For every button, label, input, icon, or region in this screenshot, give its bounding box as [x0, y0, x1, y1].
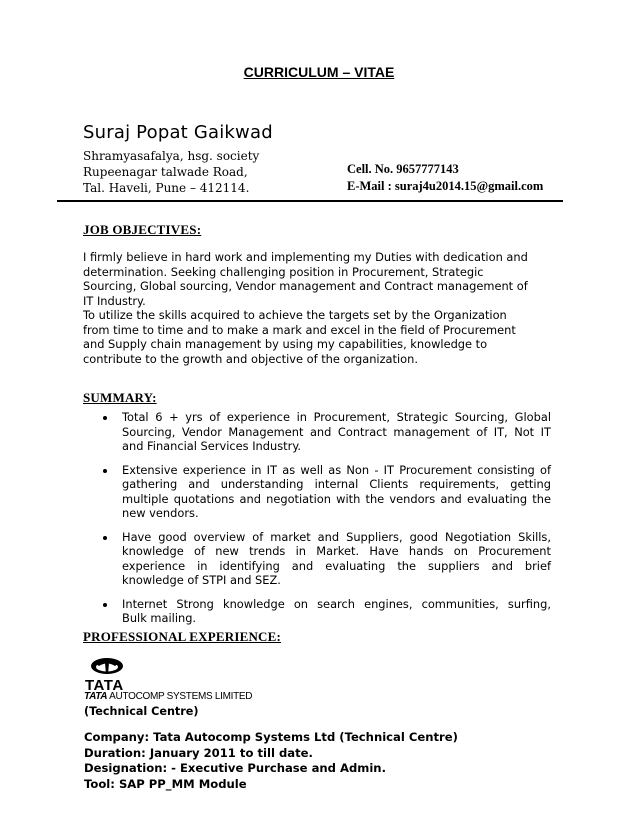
address-line: Rupeenagar talwade Road, — [83, 165, 248, 179]
summary-item — [101, 463, 551, 521]
summary-line: new vendors. — [122, 506, 199, 520]
summary-line: Internet Strong knowledge on search engines, communities, surfing, — [122, 596, 551, 611]
company-line: Company: Tata Autocomp Systems Ltd (Technical Centre) — [84, 730, 458, 744]
email-address: E-Mail : suraj4u2014.15@gmail.com — [347, 179, 544, 193]
address-line: Tal. Haveli, Pune – 412114. — [83, 181, 250, 195]
summary-line: Total 6 + yrs of experience in Procurement, Strategic Sourcing, Global — [122, 410, 551, 424]
logo-sub-text: AUTOCOMP SYSTEMS LIMITED — [109, 691, 253, 702]
summary-line: knowledge of new trends in Market. Have hands on Procurement — [122, 544, 551, 558]
summary-line: Extensive experience in IT as well as Non - IT Procurement consisting of — [122, 462, 551, 477]
objective-line: from time to time and to make a mark and excel in the field of Procurement — [83, 322, 516, 337]
bullet-icon — [103, 416, 107, 420]
unit-label: (Technical Centre) — [84, 705, 199, 718]
candidate-name: Suraj Popat Gaikwad — [83, 122, 273, 143]
job-objectives-text — [83, 250, 553, 366]
logo-subtitle — [84, 691, 252, 702]
designation-line: Designation: - Executive Purchase and Admin. — [84, 761, 386, 775]
summary-line: Bulk mailing. — [122, 611, 197, 625]
summary-line: Sourcing, Vendor Management and Contract management of IT, Not IT — [122, 424, 551, 439]
summary-line: Have good overview of market and Suppliers, good Negotiation Skills, — [122, 529, 551, 544]
objective-line: IT Industry. — [83, 293, 146, 308]
summary-item — [101, 597, 551, 626]
document-title: CURRICULUM – VITAE — [243, 64, 395, 80]
summary-line: and Financial Services Industry. — [122, 439, 302, 453]
professional-experience-heading: PROFESSIONAL EXPERIENCE: — [83, 629, 282, 644]
summary-line: experience in identifying and evaluating the suppliers and brief — [122, 558, 551, 573]
objective-line: Sourcing, Global sourcing, Vendor management and Contract management of — [83, 279, 528, 293]
job-objectives-heading: JOB OBJECTIVES: — [83, 222, 202, 237]
tata-logo-icon — [84, 656, 130, 692]
summary-list — [101, 410, 551, 635]
address-block — [83, 148, 259, 196]
summary-item — [101, 410, 551, 454]
logo-wordmark: TATA — [85, 677, 124, 692]
objective-line: determination. Seeking challenging position in Procurement, Strategic — [83, 264, 484, 279]
objective-line: I firmly believe in hard work and implementing my Duties with dedication and — [83, 250, 528, 264]
objective-line: and Supply chain management by using my capabilities, knowledge to — [83, 337, 488, 351]
summary-line: gathering and understanding internal Clients requirements, getting — [122, 477, 551, 491]
objective-line: To utilize the skills acquired to achieve the targets set by the Organization — [83, 308, 507, 322]
summary-item — [101, 530, 551, 588]
summary-heading: SUMMARY: — [83, 390, 157, 405]
address-line: Shramyasafalya, hsg. society — [83, 149, 260, 163]
tool-line: Tool: SAP PP_MM Module — [84, 776, 247, 791]
cell-number: Cell. No. 9657777143 — [347, 162, 459, 176]
contact-block — [347, 161, 543, 195]
objective-line: contribute to the growth and objective of the organization. — [83, 351, 418, 366]
job-details — [84, 730, 458, 792]
bullet-icon — [103, 603, 107, 607]
bullet-icon — [103, 536, 107, 540]
bullet-icon — [103, 469, 107, 473]
duration-line: Duration: January 2011 to till date. — [84, 745, 313, 760]
summary-line: knowledge of STPI and SEZ. — [122, 573, 281, 587]
header-divider — [57, 200, 563, 202]
summary-line: multiple quotations and negotiation with the vendors and evaluating the — [122, 491, 551, 506]
logo-sub-brand: TATA — [84, 691, 108, 702]
